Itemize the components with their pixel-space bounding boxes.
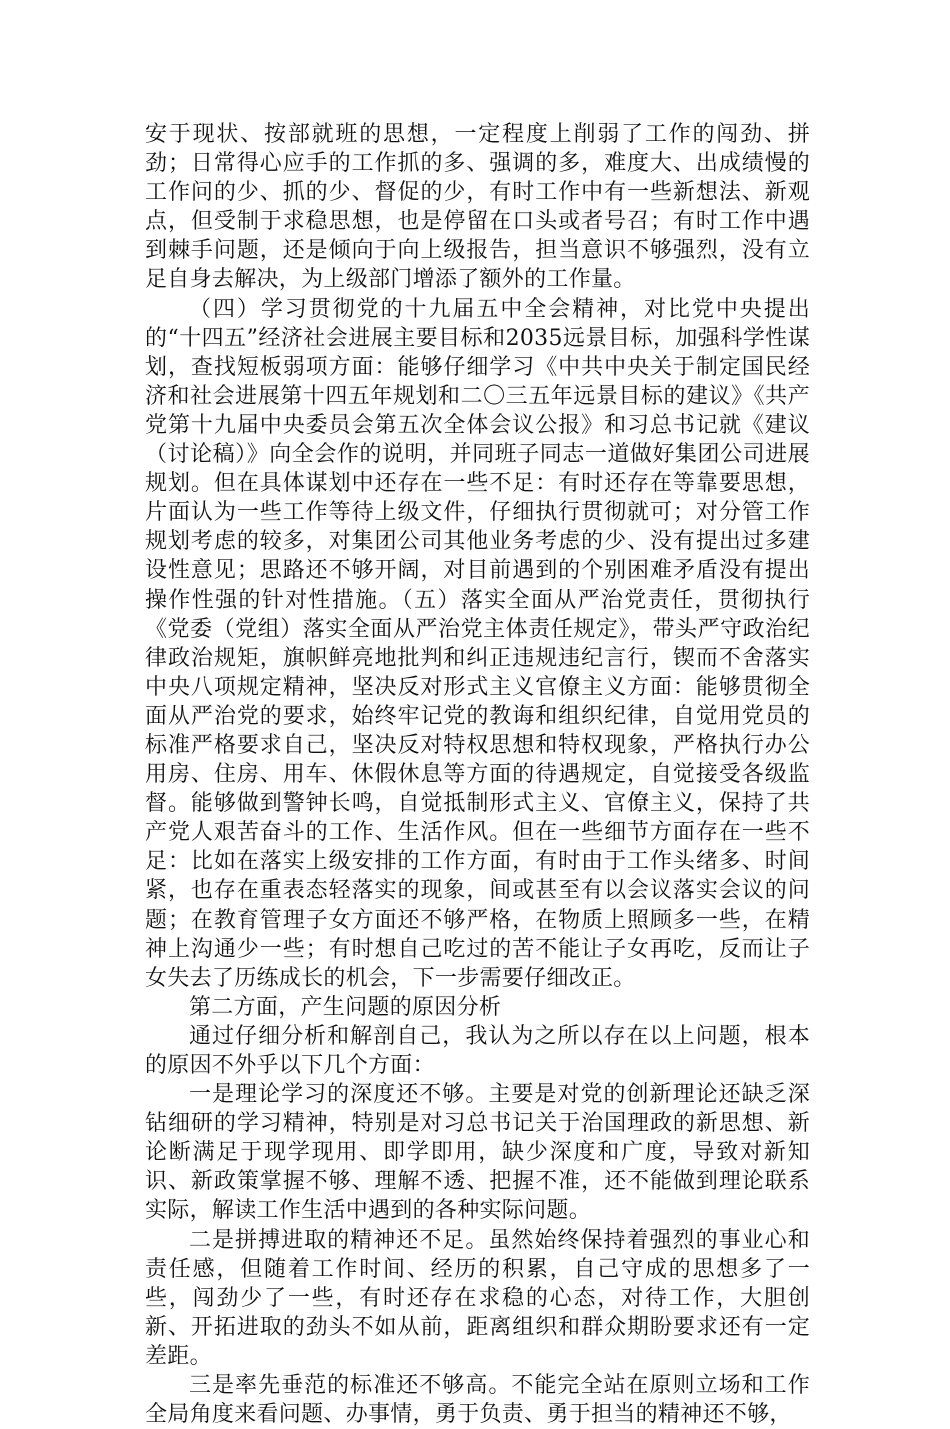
paragraph-cause-one: 一是理论学习的深度还不够。主要是对党的创新理论还缺乏深钻细研的学习精神，特别是对习总书记关于治国理政的新思想、新论断满足于现学现用、即学即用，缺少深度和广度，导致对新知识、新政策掌握不够、理解不透、把握不准，还不能做到理论联系实际，解读工作生活中遇到的各种实际问题。 bbox=[145, 1082, 810, 1224]
paragraph-continuation: 安于现状、按部就班的思想，一定程度上削弱了工作的闯劲、拼劲；日常得心应手的工作抓的多、强调的多，难度大、出成绩慢的工作问的少、抓的少、督促的少，有时工作中有一些新想法、新观点，但受制于求稳思想，也是停留在口头或者号召；有时工作中遇到棘手问题，还是倾向于向上级报告，担当意识不够强烈，没有立足自身去解决，为上级部门增添了额外的工作量。 bbox=[145, 122, 810, 293]
paragraph-cause-three: 三是率先垂范的标准还不够高。不能完全站在原则立场和工作全局角度来看问题、办事情，勇于负责、勇于担当的精神还不够， bbox=[145, 1373, 810, 1428]
document-body bbox=[145, 120, 810, 1429]
paragraph-section-four-five: （四）学习贯彻党的十九届五中全会精神，对比党中央提出的“十四五”经济社会进展主要目标和2035远景目标，加强科学性谋划，查找短板弱项方面：能够仔细学习《中共中央关于制定国民经济和社会进展第十四五年规划和二〇三五年远景目标的建议》《共产党第十九届中央委员会第五次全体会议公报》和习总书记就《建议（讨论稿）》向全会作的说明，并同班子同志一道做好集团公司进展规划。但在具体谋划中还存在一些不足：有时还存在等靠要思想，片面认为一些工作等待上级文件，仔细执行贯彻就可；对分管工作规划考虑的较多，对集团公司其他业务考虑的少、没有提出过多建设性意见；思路还不够开阔，对目前遇到的个别困难矛盾没有提出操作性强的针对性措施。（五）落实全面从严治党责任，贯彻执行《党委（党组）落实全面从严治党主体责任规定》，带头严守政治纪律政治规矩，旗帜鲜亮地批判和纠正违规违纪言行，锲而不舍落实中央八项规定精神，坚决反对形式主义官僚主义方面：能够贯彻全面从严治党的要求，始终牢记党的教诲和组织纪律，自觉用党员的标准严格要求自己，坚决反对特权思想和特权现象，严格执行办公用房、住房、用车、休假休息等方面的待遇规定，自觉接受各级监督。能够做到警钟长鸣，自觉抵制形式主义、官僚主义，保持了共产党人艰苦奋斗的工作、生活作风。但在一些细节方面存在一些不足：比如在落实上级安排的工作方面，有时由于工作头绪多、时间紧，也存在重表态轻落实的现象，间或甚至有以会议落实会议的问题；在教育管理子女方面还不够严格，在物质上照顾多一些，在精神上沟通少一些；有时想自己吃过的苦不能让子女再吃，反而让子女失去了历练成长的机会，下一步需要仔细改正。 bbox=[145, 296, 810, 991]
section-heading-cause-analysis: 第二方面，产生问题的原因分析 bbox=[189, 994, 502, 1020]
paragraph-cause-intro: 通过仔细分析和解剖自己，我认为之所以存在以上问题，根本的原因不外乎以下几个方面： bbox=[145, 1023, 810, 1078]
paragraph-cause-two: 二是拼搏进取的精神还不足。虽然始终保持着强烈的事业心和责任感，但随着工作时间、经历的积累，自己守成的思想多了一些，闯劲少了一些，有时还存在求稳的心态，对待工作，大胆创新、开拓进取的劲头不如从前，距离组织和群众期盼要求还有一定差距。 bbox=[145, 1227, 810, 1369]
